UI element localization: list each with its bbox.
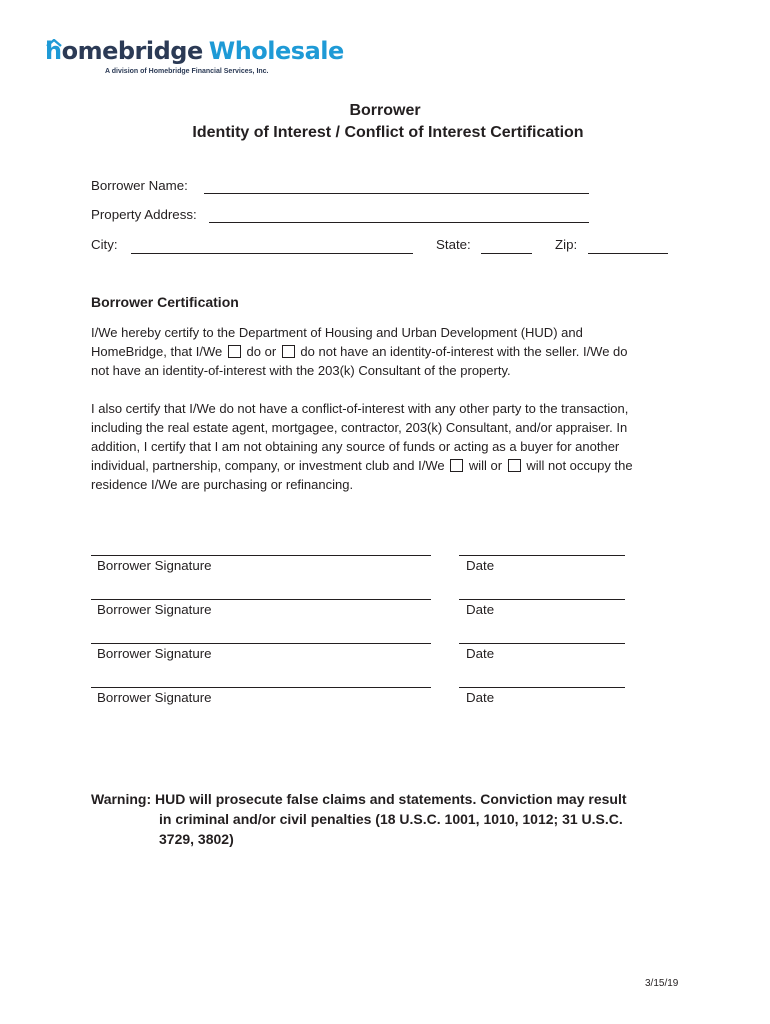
city-label: City: [91,237,118,252]
paragraph-2-line-4 [91,456,691,475]
date-field[interactable] [459,555,625,556]
logo-subtitle: A division of Homebridge Financial Services, Inc. [105,68,269,75]
will-or-text: will or [468,458,503,473]
date-field[interactable] [459,599,625,600]
paragraph-2-text-cont: will not occupy the [526,458,633,473]
borrower-signature-field[interactable] [91,643,431,644]
paragraph-1-line-2 [91,342,691,361]
do-or-text: do or [246,344,277,359]
paragraph-1-text: HomeBridge, that I/We [91,344,223,359]
borrower-signature-field[interactable] [91,687,431,688]
paragraph-1-line-3: not have an identity-of-interest with the 203(k) Consultant of the property. [91,363,511,378]
paragraph-2-line-3: addition, I certify that I am not obtaining any source of funds or acting as a buyer for another [91,439,620,454]
warning-line-1: Warning: HUD will prosecute false claims and statements. Conviction may result [91,791,627,807]
date-label: Date [466,558,495,573]
identity-interest-do-checkbox[interactable] [228,345,241,358]
property-address-label: Property Address: [91,207,197,222]
date-label: Date [466,646,495,661]
zip-field[interactable] [588,253,668,254]
city-field[interactable] [131,253,413,254]
warning-line-3: 3729, 3802) [159,831,234,847]
will-not-occupy-checkbox[interactable] [508,459,521,472]
borrower-signature-label: Borrower Signature [97,646,212,661]
certification-paragraph-1 [91,323,691,380]
paragraph-2-line-5: residence I/We are purchasing or refinancing. [91,477,354,492]
paragraph-2-line-2: including the real estate agent, mortgagee, contractor, 203(k) Consultant, and/or appraiser. In [91,420,628,435]
certification-paragraph-2 [91,399,691,494]
certification-heading: Borrower Certification [91,294,239,310]
warning-line-2: in criminal and/or civil penalties (18 U.S.C. 1001, 1010, 1012; 31 U.S.C. [159,811,623,827]
borrower-signature-field[interactable] [91,599,431,600]
date-label: Date [466,690,495,705]
borrower-signature-label: Borrower Signature [97,602,212,617]
borrower-name-field[interactable] [204,193,589,194]
form-title-line1: Borrower [349,102,421,119]
state-label: State: [436,237,471,252]
date-label: Date [466,602,495,617]
paragraph-1-line-1: I/We hereby certify to the Department of Housing and Urban Development (HUD) and [91,325,583,340]
logo-wholesale: Wholesale [208,37,344,65]
logo-wordmark [45,36,344,66]
date-field[interactable] [459,643,625,644]
date-field[interactable] [459,687,625,688]
zip-label: Zip: [555,237,578,252]
borrower-signature-field[interactable] [91,555,431,556]
form-title-line2: Identity of Interest / Conflict of Interest Certification [192,124,584,141]
borrower-name-label: Borrower Name: [91,178,188,193]
state-field[interactable] [481,253,532,254]
property-address-field[interactable] [209,222,589,223]
borrower-signature-label: Borrower Signature [97,558,212,573]
paragraph-2-text: individual, partnership, company, or investment club and I/We [91,458,445,473]
legal-warning [91,789,711,849]
will-occupy-checkbox[interactable] [450,459,463,472]
revision-date: 3/15/19 [645,978,679,989]
borrower-signature-label: Borrower Signature [97,690,212,705]
logo-homebridge: omebridge [61,37,203,65]
paragraph-2-line-1: I also certify that I/We do not have a conflict-of-interest with any other party to the transaction, [91,401,629,416]
logo-h: h [45,37,62,65]
paragraph-1-text-cont: do not have an identity-of-interest with the seller. I/We do [300,344,628,359]
identity-interest-do-not-checkbox[interactable] [282,345,295,358]
